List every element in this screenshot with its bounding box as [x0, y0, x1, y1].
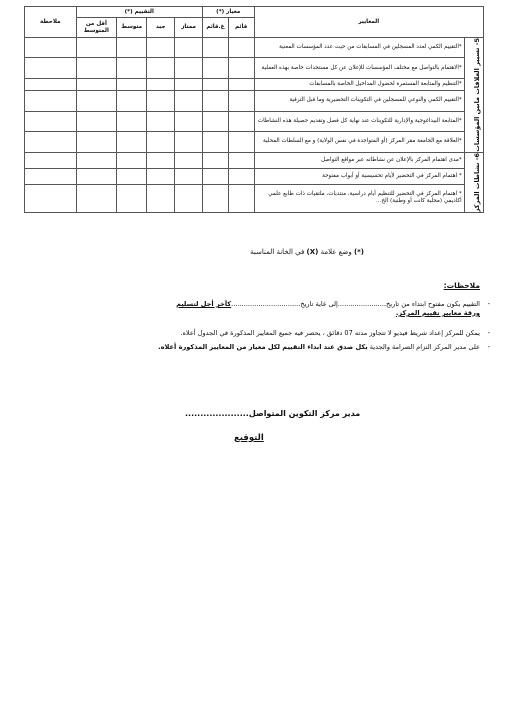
rating-cell[interactable] [203, 38, 229, 58]
note-rigor [60, 343, 480, 352]
note-deadline-form: ورقة معايير تقييم المركز. [395, 309, 480, 317]
rating-cell[interactable] [147, 58, 175, 78]
rating-cell[interactable] [147, 78, 175, 90]
bullet: - [487, 329, 490, 337]
below-average-header: أقل من المتوسط [76, 18, 117, 38]
rating-cell[interactable] [117, 91, 147, 111]
rating-cell[interactable] [117, 58, 147, 78]
rating-cell[interactable] [147, 38, 175, 58]
group-label-5: 5- تسيير العلاقات مابين المؤسسات [464, 38, 483, 153]
rating-cell[interactable] [76, 169, 117, 184]
criterion-cell: *الاهتمام بالتواصل مع مختلف المؤسسات للإعلان عن كل مستجدات خاصة بهذه العملية [254, 58, 464, 78]
good-header: جيد [147, 18, 175, 38]
criterion-cell: *العلاقة مع الجامعة مقر المركز (أو المتواجدة في نفس الولاية) و مع السلطات المحلية [254, 132, 464, 153]
rating-cell[interactable] [76, 152, 117, 169]
rating-cell[interactable] [76, 111, 117, 131]
rating-cell[interactable] [175, 58, 203, 78]
standard-header: معيار (*) [203, 7, 254, 18]
rating-cell[interactable] [203, 91, 229, 111]
rating-cell[interactable] [76, 38, 117, 58]
rating-cell[interactable] [228, 58, 254, 78]
rating-cell[interactable] [117, 152, 147, 169]
evaluation-table [24, 6, 484, 213]
rating-cell[interactable] [175, 91, 203, 111]
note-cell[interactable] [25, 38, 77, 58]
rating-cell[interactable] [117, 78, 147, 90]
note-cell[interactable] [25, 169, 77, 184]
rating-cell[interactable] [203, 111, 229, 131]
rating-cell[interactable] [175, 169, 203, 184]
rating-cell[interactable] [147, 184, 175, 212]
table-row [25, 184, 484, 212]
rating-cell[interactable] [117, 169, 147, 184]
notes-header: ملاحظة [25, 7, 77, 38]
rating-cell[interactable] [76, 132, 117, 153]
rating-cell[interactable] [175, 184, 203, 212]
note-rigor-emph: بكل صدق عند ابداء التقييم لكل معيار من المعايير المذكورة أعلاه. [158, 343, 368, 351]
rating-cell[interactable] [228, 111, 254, 131]
criterion-cell: *التقييم الكمي لعدد المسجلين في المسابقات من حيث عدد المؤسسات المعنية [254, 38, 464, 58]
table-row [25, 169, 484, 184]
rating-cell[interactable] [228, 91, 254, 111]
rating-cell[interactable] [147, 152, 175, 169]
criterion-cell: * اهتمام المركز في التحضير للتنظيم أيام دراسية، منتديات، ملتقيات ذات طابع علمي أكاديمي (محلية كانت أو وطنية) الخ... [254, 184, 464, 212]
rating-cell[interactable] [76, 91, 117, 111]
criterion-cell: *التقييم الكمي والنوعي للمسجلين في التكوينات التحضيرية وما قبل الترقية [254, 91, 464, 111]
rating-cell[interactable] [175, 78, 203, 90]
excellent-header: ممتاز [175, 18, 203, 38]
rating-cell[interactable] [117, 111, 147, 131]
rating-cell[interactable] [203, 132, 229, 153]
rating-cell[interactable] [147, 91, 175, 111]
note-cell[interactable] [25, 184, 77, 212]
rating-cell[interactable] [228, 132, 254, 153]
rating-cell[interactable] [228, 152, 254, 169]
rating-cell[interactable] [76, 58, 117, 78]
bullet: - [487, 300, 490, 308]
not-exists-header: غ.قائم [203, 18, 229, 38]
signature-label: التوقيع [234, 433, 264, 443]
rating-cell[interactable] [228, 78, 254, 90]
note-cell[interactable] [25, 78, 77, 90]
legend-text: وضع علامة [318, 248, 354, 256]
rating-cell[interactable] [175, 38, 203, 58]
criterion-cell: *المتابعة البيداغوجية والإدارية للتكوينات عند نهاية كل فصل وتقديم حصيلة هذه النشاطات [254, 111, 464, 131]
average-header: متوسط [117, 18, 147, 38]
rating-cell[interactable] [203, 152, 229, 169]
rating-cell[interactable] [147, 132, 175, 153]
note-cell[interactable] [25, 111, 77, 131]
rating-cell[interactable] [76, 184, 117, 212]
director-line: مدير مركز التكوين المتواصل..................... [185, 409, 361, 418]
rating-cell[interactable] [203, 78, 229, 90]
note-video: يمكن للمركز إعداد شريط فيديو لا تتجاوز مدته 07 دقائق ، يحصر فيه جميع المعايير المذكورة في الجدول أعلاه. [180, 329, 480, 337]
marking-legend [250, 248, 364, 256]
rating-cell[interactable] [117, 184, 147, 212]
note-cell[interactable] [25, 132, 77, 153]
table-row [25, 132, 484, 153]
criteria-header: المعايير [254, 7, 483, 38]
rating-cell[interactable] [117, 132, 147, 153]
criterion-cell: * اهتمام المركز في التحضير لأيام تحسيسية أو أبواب مفتوحة [254, 169, 464, 184]
note-cell[interactable] [25, 91, 77, 111]
note-cell[interactable] [25, 58, 77, 78]
note-deadline [60, 300, 480, 318]
note-deadline-emph: كآخر أجل لتسليم [176, 300, 232, 308]
legend-prefix: (*) [353, 248, 364, 256]
note-rigor-text: على مدير المركز التزام الصرامة والجدية [367, 343, 480, 351]
criterion-cell: *التنظيم والمتابعة المستمرة لحصول المداخيل الخاصة بالمسابقات [254, 78, 464, 90]
group-label-6: 6- نشاطات المركز [464, 152, 483, 212]
rating-cell[interactable] [117, 38, 147, 58]
rating-cell[interactable] [228, 184, 254, 212]
table-row [25, 78, 484, 90]
rating-cell[interactable] [147, 111, 175, 131]
legend-suffix: في الخانة المناسبة [250, 248, 307, 256]
rating-cell[interactable] [228, 38, 254, 58]
rating-cell[interactable] [76, 78, 117, 90]
rating-cell[interactable] [147, 169, 175, 184]
notes-title: ملاحظات: [443, 281, 480, 290]
bullet: - [487, 343, 490, 351]
note-deadline-text: التقييم يكون مفتوح ابتداء من تاريخ.......................إلى غاية تاريخ................................. [231, 300, 480, 308]
note-cell[interactable] [25, 152, 77, 169]
table-row [25, 152, 484, 169]
rating-cell[interactable] [203, 58, 229, 78]
table-row [25, 111, 484, 131]
exists-header: قائم [228, 18, 254, 38]
rating-cell[interactable] [175, 111, 203, 131]
rating-cell[interactable] [175, 132, 203, 153]
table-row [25, 91, 484, 111]
rating-cell[interactable] [203, 169, 229, 184]
rating-header: التقييم (*) [76, 7, 203, 18]
legend-mark: (X) [306, 248, 319, 256]
table-row [25, 58, 484, 78]
rating-cell[interactable] [228, 169, 254, 184]
rating-cell[interactable] [203, 184, 229, 212]
criterion-cell: *مدى اهتمام المركز بالإعلان عن نشاطاته عبر مواقع التواصل [254, 152, 464, 169]
table-row [25, 38, 484, 58]
rating-cell[interactable] [175, 152, 203, 169]
